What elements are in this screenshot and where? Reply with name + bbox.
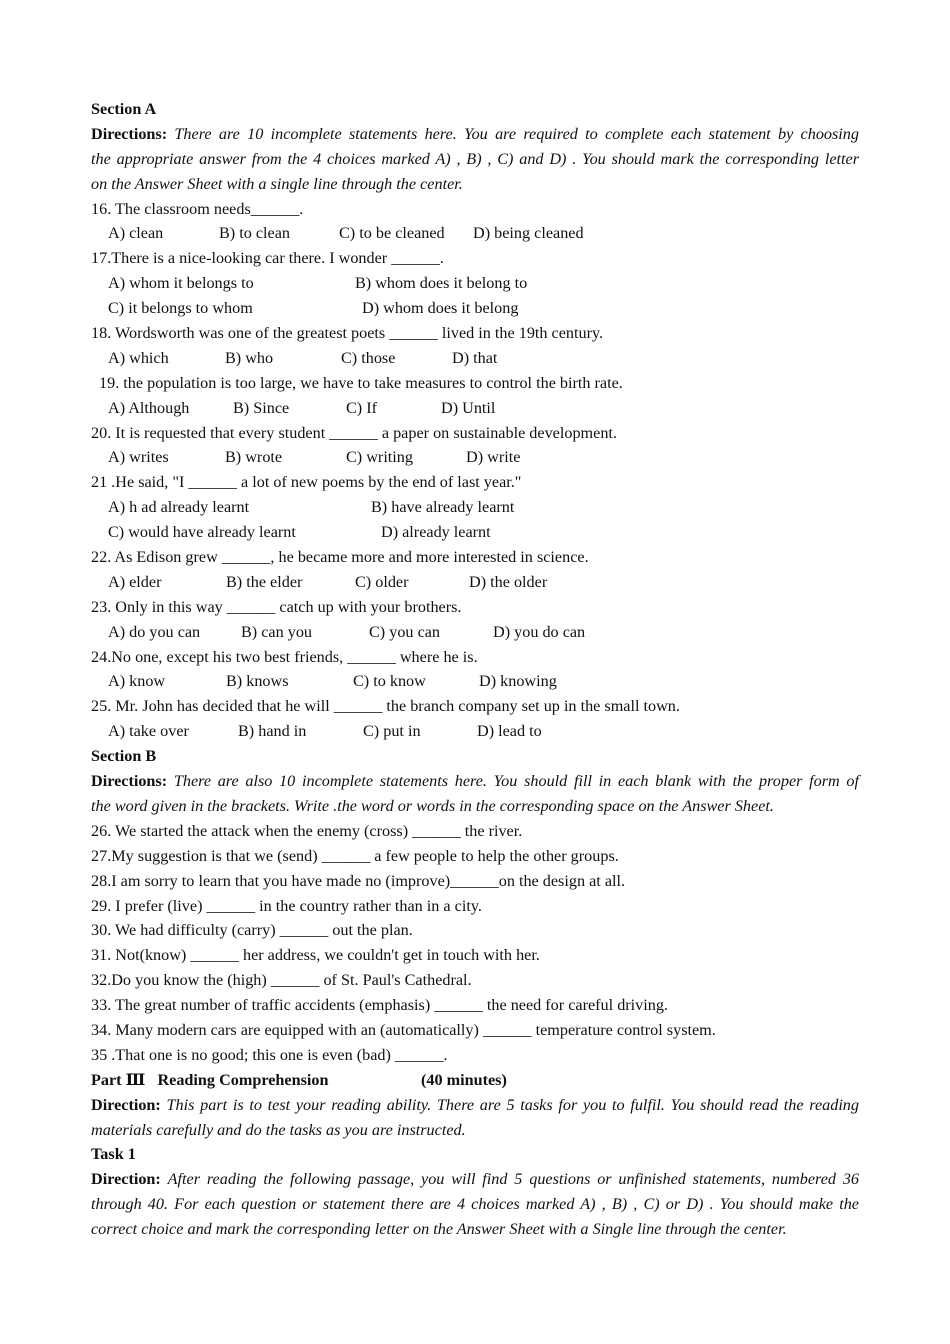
directions-label: Directions: [91, 124, 168, 143]
task-1-direction-line-2: through 40. For each question or statement there are 4 choices marked A) , B) , C) or D) . You should make the [91, 1195, 859, 1214]
option-c: C) to know [353, 672, 426, 691]
task-1-direction-line-1 [91, 1167, 859, 1192]
task-1-heading: Task 1 [91, 1145, 136, 1164]
question-17-options-row-2 [91, 296, 859, 321]
section-a-directions-line-2: the appropriate answer from the 4 choices marked A) , B) , C) and D) . You should mark the corresponding letter [91, 149, 859, 168]
option-c: C) put in [363, 722, 421, 741]
question-24-options [91, 669, 859, 694]
item-28: 28.I am sorry to learn that you have made no (improve)______on the design at all. [91, 871, 626, 890]
option-d: D) that [452, 348, 498, 367]
option-d: D) being cleaned [473, 224, 584, 243]
option-b: B) who [225, 348, 274, 367]
section-a-directions-line-3: on the Answer Sheet with a single line through the center. [91, 174, 463, 193]
option-a: A) which [108, 348, 169, 367]
item-30: 30. We had difficulty (carry) ______ out the plan. [91, 921, 413, 940]
question-17-options-row-1 [91, 271, 859, 296]
section-b-directions-line-1 [91, 769, 859, 794]
question-22: 22. As Edison grew ______, he became more and more interested in science. [91, 548, 589, 567]
option-c: C) would have already learnt [108, 523, 296, 542]
option-d: D) you do can [493, 622, 586, 641]
task-1-direction-line-3: correct choice and mark the corresponding letter on the Answer Sheet with a Single line through the center. [91, 1220, 787, 1239]
option-c: C) If [346, 398, 378, 417]
direction-text: After reading the following passage, you will find 5 questions or unfinished statements, numbered 36 [167, 1170, 860, 1189]
question-17: 17.There is a nice-looking car there. I wonder ______. [91, 249, 444, 268]
question-21-options-row-2 [91, 520, 859, 545]
option-a: A) do you can [108, 622, 201, 641]
direction-label: Direction: [91, 1095, 161, 1114]
question-23-options [91, 620, 859, 645]
question-21: 21 .He said, "I ______ a lot of new poems by the end of last year." [91, 473, 522, 492]
option-c: C) it belongs to whom [108, 299, 253, 318]
part-3-direction-line-1 [91, 1093, 859, 1118]
question-24: 24.No one, except his two best friends, ______ where he is. [91, 647, 478, 666]
option-c: C) those [341, 348, 396, 367]
question-16: 16. The classroom needs______. [91, 199, 304, 218]
question-19-options [91, 396, 859, 421]
option-b: B) Since [233, 398, 290, 417]
option-c: C) you can [369, 622, 441, 641]
option-c: C) to be cleaned [339, 224, 445, 243]
part-3-direction-line-2: materials carefully and do the tasks as you are instructed. [91, 1120, 466, 1139]
directions-label: Directions: [91, 772, 168, 791]
document-page [91, 97, 859, 1242]
part-3-heading [91, 1068, 859, 1093]
item-26: 26. We started the attack when the enemy (cross) ______ the river. [91, 821, 523, 840]
section-b-directions-line-2: the word given in the brackets. Write .the word or words in the corresponding space on the Answer Sheet. [91, 796, 774, 815]
option-d: D) already learnt [381, 523, 491, 542]
direction-text: This part is to test your reading ability. There are 5 tasks for you to fulfil. You should read the reading [166, 1095, 859, 1114]
option-c: C) writing [346, 448, 413, 467]
question-20: 20. It is requested that every student ______ a paper on sustainable development. [91, 423, 617, 442]
question-25-options [91, 719, 859, 744]
directions-text: There are 10 incomplete statements here. You are required to complete each statement by choosing [174, 124, 859, 143]
section-a-directions-line-1 [91, 122, 859, 147]
option-a: A) writes [108, 448, 169, 467]
option-b: B) to clean [219, 224, 291, 243]
question-18: 18. Wordsworth was one of the greatest poets ______ lived in the 19th century. [91, 324, 604, 343]
question-20-options [91, 445, 859, 470]
option-b: B) knows [226, 672, 289, 691]
question-22-options [91, 570, 859, 595]
item-27: 27.My suggestion is that we (send) ______ a few people to help the other groups. [91, 846, 619, 865]
item-34: 34. Many modern cars are equipped with an (automatically) ______ temperature control system. [91, 1020, 716, 1039]
item-33: 33. The great number of traffic accidents (emphasis) ______ the need for careful driving. [91, 996, 668, 1015]
question-21-options-row-1 [91, 495, 859, 520]
question-19: 19. the population is too large, we have to take measures to control the birth rate. [99, 373, 623, 392]
option-d: D) knowing [479, 672, 557, 691]
question-23: 23. Only in this way ______ catch up with your brothers. [91, 597, 462, 616]
directions-text: There are also 10 incomplete statements here. You should fill in each blank with the proper form of [173, 772, 860, 791]
question-25: 25. Mr. John has decided that he will ______ the branch company set up in the small town. [91, 697, 680, 716]
option-d: D) write [466, 448, 521, 467]
option-b: B) can you [241, 622, 313, 641]
option-a: A) Although [108, 398, 190, 417]
option-b: B) whom does it belong to [355, 274, 528, 293]
option-a: A) know [108, 672, 166, 691]
question-18-options [91, 346, 859, 371]
option-d: D) the older [469, 572, 548, 591]
item-31: 31. Not(know) ______ her address, we couldn't get in touch with her. [91, 946, 540, 965]
option-a: A) clean [108, 224, 164, 243]
option-b: B) have already learnt [371, 498, 515, 517]
section-a-heading: Section A [91, 100, 157, 118]
option-d: D) lead to [477, 722, 542, 741]
direction-label: Direction: [91, 1170, 161, 1189]
part-3-time: (40 minutes) [421, 1070, 507, 1089]
section-b-heading: Section B [91, 747, 157, 766]
item-29: 29. I prefer (live) ______ in the country rather than in a city. [91, 896, 482, 915]
option-d: D) whom does it belong [362, 299, 519, 318]
option-a: A) elder [108, 572, 162, 591]
option-a: A) whom it belongs to [108, 274, 254, 293]
question-16-options [91, 221, 859, 246]
option-b: B) hand in [238, 722, 307, 741]
option-d: D) Until [441, 398, 496, 417]
option-a: A) take over [108, 722, 189, 741]
item-32: 32.Do you know the (high) ______ of St. Paul's Cathedral. [91, 971, 472, 990]
item-35: 35 .That one is no good; this one is even (bad) ______. [91, 1045, 448, 1064]
part-3-title: Part Ⅲ Reading Comprehension [91, 1070, 329, 1089]
option-a: A) h ad already learnt [108, 498, 250, 517]
option-c: C) older [355, 572, 409, 591]
option-b: B) wrote [225, 448, 283, 467]
option-b: B) the elder [226, 572, 303, 591]
